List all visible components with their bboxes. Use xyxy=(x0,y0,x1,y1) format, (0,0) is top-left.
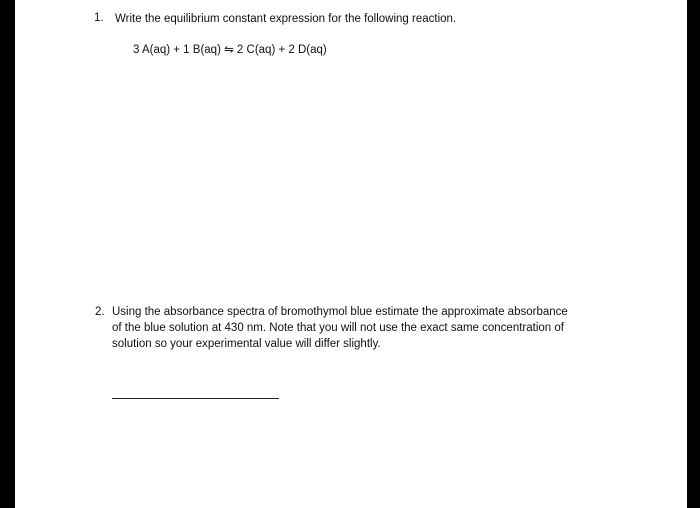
question-1-line-1: Write the equilibrium constant expression for the following reaction. xyxy=(115,13,457,25)
question-2-line-3: solution so your experimental value will differ slightly. xyxy=(112,338,381,350)
question-2-line-1: Using the absorbance spectra of bromothymol blue estimate the approximate absorbance xyxy=(112,306,568,318)
question-2-text xyxy=(112,304,568,352)
question-2-number: 2. xyxy=(95,306,105,318)
worksheet-page xyxy=(15,0,687,508)
question-1-number: 1. xyxy=(94,12,104,24)
question-1-text xyxy=(115,11,456,27)
question-1-equation: 3 A(aq) + 1 B(aq) ⇋ 2 C(aq) + 2 D(aq) xyxy=(133,44,327,56)
answer-line[interactable] xyxy=(112,398,279,399)
question-2-line-2: of the blue solution at 430 nm. Note that you will not use the exact same concentration of xyxy=(112,322,564,334)
